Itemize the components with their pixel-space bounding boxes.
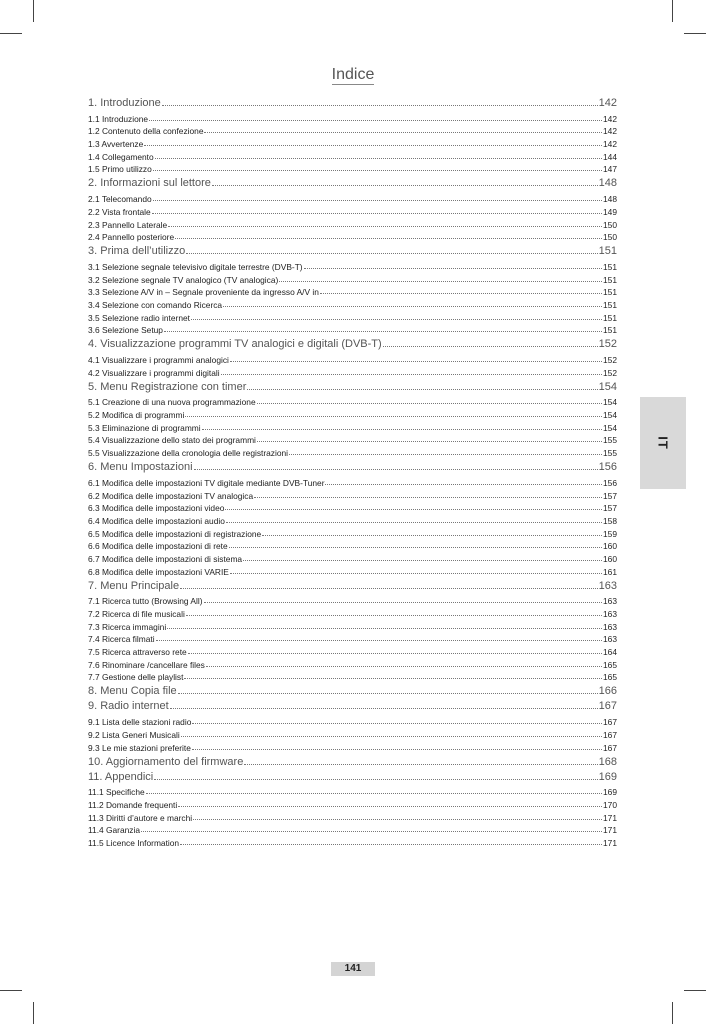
- toc-entry-label: 4.2 Visualizzare i programmi digitali: [88, 367, 220, 378]
- toc-entry-page: 164: [603, 647, 617, 658]
- toc-entry-page: 157: [603, 490, 617, 501]
- toc-entry-page: 165: [603, 672, 617, 683]
- toc-entry-label: 2.2 Vista frontale: [88, 206, 151, 217]
- toc-chapter-page: 167: [598, 700, 617, 713]
- toc-entry-label: 6.6 Modifica delle impostazioni di rete: [88, 541, 228, 552]
- toc-chapter[interactable]: [88, 335, 617, 350]
- toc-entry-page: 148: [603, 194, 617, 205]
- dot-leader: [167, 628, 602, 629]
- toc-entry[interactable]: [88, 433, 617, 446]
- toc-entry-label: 4.1 Visualizzare i programmi analogici: [88, 355, 229, 365]
- toc-entry[interactable]: [88, 297, 617, 310]
- dot-leader: [180, 844, 602, 845]
- toc-entry[interactable]: [88, 445, 617, 458]
- toc-chapter[interactable]: [88, 94, 617, 109]
- toc-entry-page: 156: [603, 477, 617, 488]
- toc-entry[interactable]: [88, 395, 617, 408]
- toc-entry-label: 11.1 Specifiche: [88, 787, 145, 798]
- toc-entry[interactable]: [88, 136, 617, 149]
- dot-leader: [152, 213, 602, 214]
- page-title: Indice: [331, 66, 375, 83]
- toc-entry[interactable]: [88, 204, 617, 217]
- dot-leader: [225, 509, 602, 510]
- toc-entry-label: 1.3 Avvertenze: [88, 139, 144, 150]
- toc-entry[interactable]: [88, 513, 617, 526]
- toc-entry-label: 7.5 Ricerca attraverso rete: [88, 647, 187, 658]
- dot-leader: [181, 736, 602, 737]
- toc-entry-page: 155: [603, 435, 617, 446]
- toc-entry-page: 151: [603, 274, 617, 285]
- toc-entry[interactable]: [88, 420, 617, 433]
- toc-entry-page: 169: [603, 787, 617, 798]
- toc-entry-page: 151: [603, 287, 617, 298]
- toc-entry-label: 5.5 Visualizzazione della cronologia delle registrazioni: [88, 448, 289, 459]
- toc-entry-label: 1.2 Contenuto della confezione: [88, 126, 204, 137]
- toc-entry-label: 1.1 Introduzione: [88, 113, 149, 124]
- toc-chapter[interactable]: [88, 458, 617, 473]
- crop-mark: [33, 0, 34, 22]
- dot-leader: [320, 293, 602, 294]
- dot-leader: [221, 374, 602, 375]
- toc-entry[interactable]: [88, 272, 617, 285]
- toc-entry-label: 7.7 Gestione delle playlist: [88, 672, 184, 683]
- crop-mark: [33, 1002, 34, 1024]
- toc-entry[interactable]: [88, 162, 617, 175]
- toc-entry-label: 3.2 Selezione segnale TV analogico (TV analogica): [88, 274, 279, 285]
- dot-leader: [192, 723, 602, 724]
- toc-entry-page: 167: [603, 742, 617, 753]
- toc-entry[interactable]: [88, 606, 617, 619]
- toc-entry-label: 6.4 Modifica delle impostazioni audio: [88, 515, 225, 526]
- toc-entry[interactable]: [88, 111, 617, 124]
- toc-entry[interactable]: [88, 551, 617, 564]
- toc-entry-page: 160: [603, 553, 617, 564]
- dot-leader: [192, 749, 602, 750]
- dot-leader: [155, 158, 602, 159]
- toc-entry[interactable]: [88, 785, 617, 798]
- toc-chapter-label: 11. Appendici: [88, 770, 154, 783]
- dot-leader: [247, 389, 597, 390]
- toc-entry-label: 6.3 Modifica delle impostazioni video: [88, 503, 225, 514]
- toc-chapter-label: 6. Menu Impostazioni: [88, 461, 193, 474]
- toc-entry[interactable]: [88, 823, 617, 836]
- toc-chapter-page: 154: [598, 380, 617, 393]
- toc-entry[interactable]: [88, 488, 617, 501]
- toc-entry[interactable]: [88, 835, 617, 848]
- toc-entry-page: 151: [603, 312, 617, 323]
- toc-entry-page: 167: [603, 717, 617, 728]
- dot-leader: [279, 281, 602, 282]
- toc-section: [88, 378, 617, 458]
- dot-leader: [153, 170, 602, 171]
- dot-leader: [304, 268, 602, 269]
- toc-chapter-page: 156: [598, 461, 617, 474]
- toc-chapter[interactable]: [88, 682, 617, 697]
- language-tab: IT: [640, 397, 686, 489]
- dot-leader: [178, 806, 602, 807]
- toc-entry-label: 1.4 Collegamento: [88, 151, 154, 162]
- dot-leader: [191, 319, 602, 320]
- toc-subsection-list: [88, 259, 617, 335]
- toc-entry-label: 11.2 Domande frequenti: [88, 799, 178, 810]
- toc-chapter[interactable]: [88, 378, 617, 393]
- dot-leader: [206, 666, 602, 667]
- toc-chapter-page: 148: [598, 177, 617, 190]
- toc-chapter-label: 1. Introduzione: [88, 97, 161, 109]
- dot-leader: [156, 640, 602, 641]
- toc-entry-page: 155: [603, 448, 617, 459]
- toc-entry[interactable]: [88, 259, 617, 272]
- dot-leader: [164, 331, 602, 332]
- toc-entry[interactable]: [88, 149, 617, 162]
- toc-entry-label: 11.4 Garanzia: [88, 825, 140, 836]
- crop-mark: [672, 1002, 673, 1024]
- dot-leader: [202, 429, 602, 430]
- dot-leader: [204, 132, 602, 133]
- dot-leader: [223, 306, 602, 307]
- toc-entry[interactable]: [88, 810, 617, 823]
- toc-entry-page: 151: [603, 325, 617, 336]
- toc-entry[interactable]: [88, 323, 617, 336]
- toc-entry-label: 9.2 Lista Generi Musicali: [88, 729, 180, 740]
- toc-entry[interactable]: [88, 657, 617, 670]
- dot-leader: [184, 678, 602, 679]
- dot-leader: [243, 560, 602, 561]
- toc-entry[interactable]: [88, 619, 617, 632]
- toc-entry[interactable]: [88, 217, 617, 230]
- toc-entry-label: 6.1 Modifica delle impostazioni TV digitale mediante DVB-Tuner: [88, 477, 325, 488]
- toc-entry-label: 1.5 Primo utilizzo: [88, 164, 152, 175]
- toc-entry-page: 163: [603, 621, 617, 632]
- toc-entry-label: 5.1 Creazione di una nuova programmazione: [88, 397, 256, 408]
- dot-leader: [175, 238, 602, 239]
- toc-entry-label: 11.5 Licence Information: [88, 837, 180, 848]
- toc-entry[interactable]: [88, 539, 617, 552]
- toc-entry-page: 163: [603, 609, 617, 619]
- toc-entry-page: 152: [603, 367, 617, 378]
- toc-entry-label: 7.3 Ricerca immagini: [88, 621, 167, 632]
- toc-entry-label: 3.4 Selezione con comando Ricerca: [88, 299, 223, 310]
- dot-leader: [141, 831, 602, 832]
- dot-leader: [262, 535, 602, 536]
- toc-chapter[interactable]: [88, 768, 617, 783]
- toc-chapter-label: 9. Radio internet: [88, 700, 169, 713]
- dot-leader: [186, 253, 597, 254]
- toc-section: [88, 753, 617, 768]
- toc-chapter-label: 5. Menu Registrazione con timer: [88, 380, 247, 393]
- toc-chapter-page: 169: [598, 770, 617, 783]
- toc-entry-label: 6.2 Modifica delle impostazioni TV analogica: [88, 490, 254, 501]
- toc-chapter[interactable]: [88, 174, 617, 189]
- toc-chapter-page: 163: [598, 579, 617, 592]
- dot-leader: [186, 615, 602, 616]
- dot-leader: [229, 547, 602, 548]
- toc-chapter-page: 151: [598, 245, 617, 258]
- dot-leader: [289, 454, 602, 455]
- toc-entry-page: 154: [603, 397, 617, 408]
- toc-entry-page: 154: [603, 422, 617, 433]
- toc-entry-page: 152: [603, 355, 617, 365]
- toc-subsection-list: [88, 191, 617, 242]
- toc-entry[interactable]: [88, 230, 617, 243]
- toc-entry[interactable]: [88, 714, 617, 727]
- page-number: 141: [331, 962, 375, 976]
- toc-subsection-list: [88, 111, 617, 174]
- toc-entry-label: 11.3 Diritti d’autore e marchi: [88, 812, 193, 823]
- toc-section: [88, 335, 617, 377]
- toc-chapter-label: 8. Menu Copia file: [88, 685, 177, 698]
- toc-entry-label: 3.1 Selezione segnale televisivo digitale terrestre (DVB-T): [88, 261, 303, 272]
- dot-leader: [254, 497, 602, 498]
- toc-chapter-page: 168: [598, 755, 617, 768]
- toc-entry-page: 161: [603, 566, 617, 577]
- crop-mark: [0, 990, 22, 991]
- dot-leader: [212, 185, 598, 186]
- toc-entry-label: 3.3 Selezione A/V in – Segnale proveniente da ingresso A/V in: [88, 287, 319, 298]
- toc-subsection-list: [88, 714, 617, 752]
- toc-entry-label: 5.4 Visualizzazione dello stato dei programmi: [88, 435, 256, 446]
- dot-leader: [193, 819, 602, 820]
- dot-leader: [146, 793, 602, 794]
- dot-leader: [226, 522, 602, 523]
- dot-leader: [194, 469, 598, 470]
- toc-entry-page: 160: [603, 541, 617, 552]
- toc-entry-label: 5.3 Eliminazione di programmi: [88, 422, 201, 433]
- toc-entry[interactable]: [88, 644, 617, 657]
- toc-entry[interactable]: [88, 740, 617, 753]
- dot-leader: [244, 764, 597, 765]
- dot-leader: [154, 779, 597, 780]
- toc-entry[interactable]: [88, 124, 617, 137]
- toc-entry-page: 170: [603, 799, 617, 810]
- toc-entry-page: 142: [603, 126, 617, 137]
- toc-section: [88, 94, 617, 174]
- dot-leader: [162, 105, 598, 106]
- toc-entry-page: 165: [603, 659, 617, 670]
- toc-section: [88, 458, 617, 577]
- toc-chapter-page: 166: [598, 685, 617, 698]
- toc-entry-label: 5.2 Modifica di programmi: [88, 410, 185, 421]
- toc-section: [88, 577, 617, 683]
- toc-entry[interactable]: [88, 352, 617, 365]
- dot-leader: [153, 200, 602, 201]
- toc-section: [88, 768, 617, 848]
- toc-entry[interactable]: [88, 365, 617, 378]
- dot-leader: [178, 693, 598, 694]
- toc-chapter-page: 142: [598, 97, 617, 109]
- toc-entry[interactable]: [88, 526, 617, 539]
- toc-entry-page: 142: [603, 139, 617, 150]
- toc-entry[interactable]: [88, 501, 617, 514]
- dot-leader: [149, 120, 602, 121]
- toc-entry-label: 7.6 Rinominare /cancellare files: [88, 659, 205, 670]
- toc-entry-label: 6.8 Modifica delle impostazioni VARIE: [88, 566, 229, 577]
- toc-entry-page: 171: [603, 812, 617, 823]
- toc-entry-label: 2.1 Telecomando: [88, 194, 152, 205]
- toc-section: [88, 682, 617, 697]
- table-of-contents: [88, 94, 617, 848]
- toc-entry-page: 142: [603, 113, 617, 124]
- toc-entry-label: 2.3 Pannello Laterale: [88, 219, 168, 230]
- crop-mark: [0, 33, 22, 34]
- toc-entry-page: 159: [603, 528, 617, 539]
- toc-entry-page: 163: [603, 596, 617, 607]
- toc-entry-page: 150: [603, 232, 617, 243]
- toc-chapter[interactable]: [88, 577, 617, 592]
- toc-entry-label: 2.4 Pannello posteriore: [88, 232, 175, 243]
- toc-chapter-label: 4. Visualizzazione programmi TV analogici e digitali (DVB-T): [88, 338, 382, 351]
- toc-chapter-label: 7. Menu Principale: [88, 579, 180, 592]
- toc-chapter[interactable]: [88, 753, 617, 768]
- toc-entry-label: 3.5 Selezione radio internet: [88, 312, 190, 323]
- crop-mark: [684, 990, 706, 991]
- toc-entry[interactable]: [88, 285, 617, 298]
- toc-entry[interactable]: [88, 310, 617, 323]
- crop-mark: [672, 0, 673, 22]
- toc-entry-label: 9.3 Le mie stazioni preferite: [88, 742, 191, 753]
- toc-entry-page: 147: [603, 164, 617, 175]
- toc-entry-page: 171: [603, 825, 617, 836]
- toc-subsection-list: [88, 352, 617, 377]
- toc-chapter-page: 152: [598, 338, 617, 351]
- dot-leader: [188, 653, 602, 654]
- toc-entry-page: 154: [603, 410, 617, 421]
- dot-leader: [230, 573, 602, 574]
- dot-leader: [257, 403, 602, 404]
- toc-subsection-list: [88, 785, 617, 848]
- toc-chapter[interactable]: [88, 697, 617, 712]
- dot-leader: [168, 226, 602, 227]
- toc-entry-page: 151: [603, 261, 617, 272]
- toc-entry[interactable]: [88, 475, 617, 488]
- toc-entry[interactable]: [88, 594, 617, 607]
- toc-section: [88, 697, 617, 752]
- toc-entry-label: 6.7 Modifica delle impostazioni di sistema: [88, 553, 243, 564]
- toc-section: [88, 242, 617, 335]
- dot-leader: [325, 484, 602, 485]
- toc-entry-label: 9.1 Lista delle stazioni radio: [88, 717, 192, 728]
- toc-entry-label: 3.6 Selezione Setup: [88, 325, 163, 336]
- toc-entry-page: 163: [603, 634, 617, 645]
- crop-mark: [684, 33, 706, 34]
- toc-entry-page: 151: [603, 299, 617, 310]
- toc-section: [88, 174, 617, 242]
- toc-entry[interactable]: [88, 632, 617, 645]
- toc-entry[interactable]: [88, 797, 617, 810]
- toc-entry-page: 157: [603, 503, 617, 514]
- toc-entry-page: 150: [603, 219, 617, 230]
- toc-chapter[interactable]: [88, 242, 617, 257]
- dot-leader: [257, 441, 602, 442]
- toc-entry-label: 7.2 Ricerca di file musicali: [88, 609, 185, 619]
- toc-entry-label: 7.1 Ricerca tutto (Browsing All): [88, 596, 203, 607]
- toc-entry[interactable]: [88, 727, 617, 740]
- toc-entry-label: 6.5 Modifica delle impostazioni di registrazione: [88, 528, 262, 539]
- toc-chapter-label: 3. Prima dell’utilizzo: [88, 245, 186, 258]
- dot-leader: [230, 361, 602, 362]
- toc-chapter-label: 10. Aggiornamento del firmware: [88, 755, 244, 768]
- dot-leader: [180, 588, 598, 589]
- toc-entry-page: 171: [603, 837, 617, 848]
- toc-subsection-list: [88, 475, 617, 577]
- dot-leader: [383, 346, 598, 347]
- toc-entry-page: 144: [603, 151, 617, 162]
- toc-entry-page: 149: [603, 206, 617, 217]
- toc-subsection-list: [88, 594, 617, 683]
- toc-subsection-list: [88, 395, 617, 458]
- dot-leader: [204, 602, 603, 603]
- toc-entry[interactable]: [88, 564, 617, 577]
- toc-entry[interactable]: [88, 407, 617, 420]
- dot-leader: [185, 416, 602, 417]
- toc-entry-page: 167: [603, 729, 617, 740]
- toc-entry[interactable]: [88, 670, 617, 683]
- dot-leader: [170, 708, 598, 709]
- dot-leader: [144, 145, 602, 146]
- toc-entry[interactable]: [88, 191, 617, 204]
- toc-chapter-label: 2. Informazioni sul lettore: [88, 177, 211, 190]
- toc-entry-page: 158: [603, 515, 617, 526]
- toc-entry-label: 7.4 Ricerca filmati: [88, 634, 155, 645]
